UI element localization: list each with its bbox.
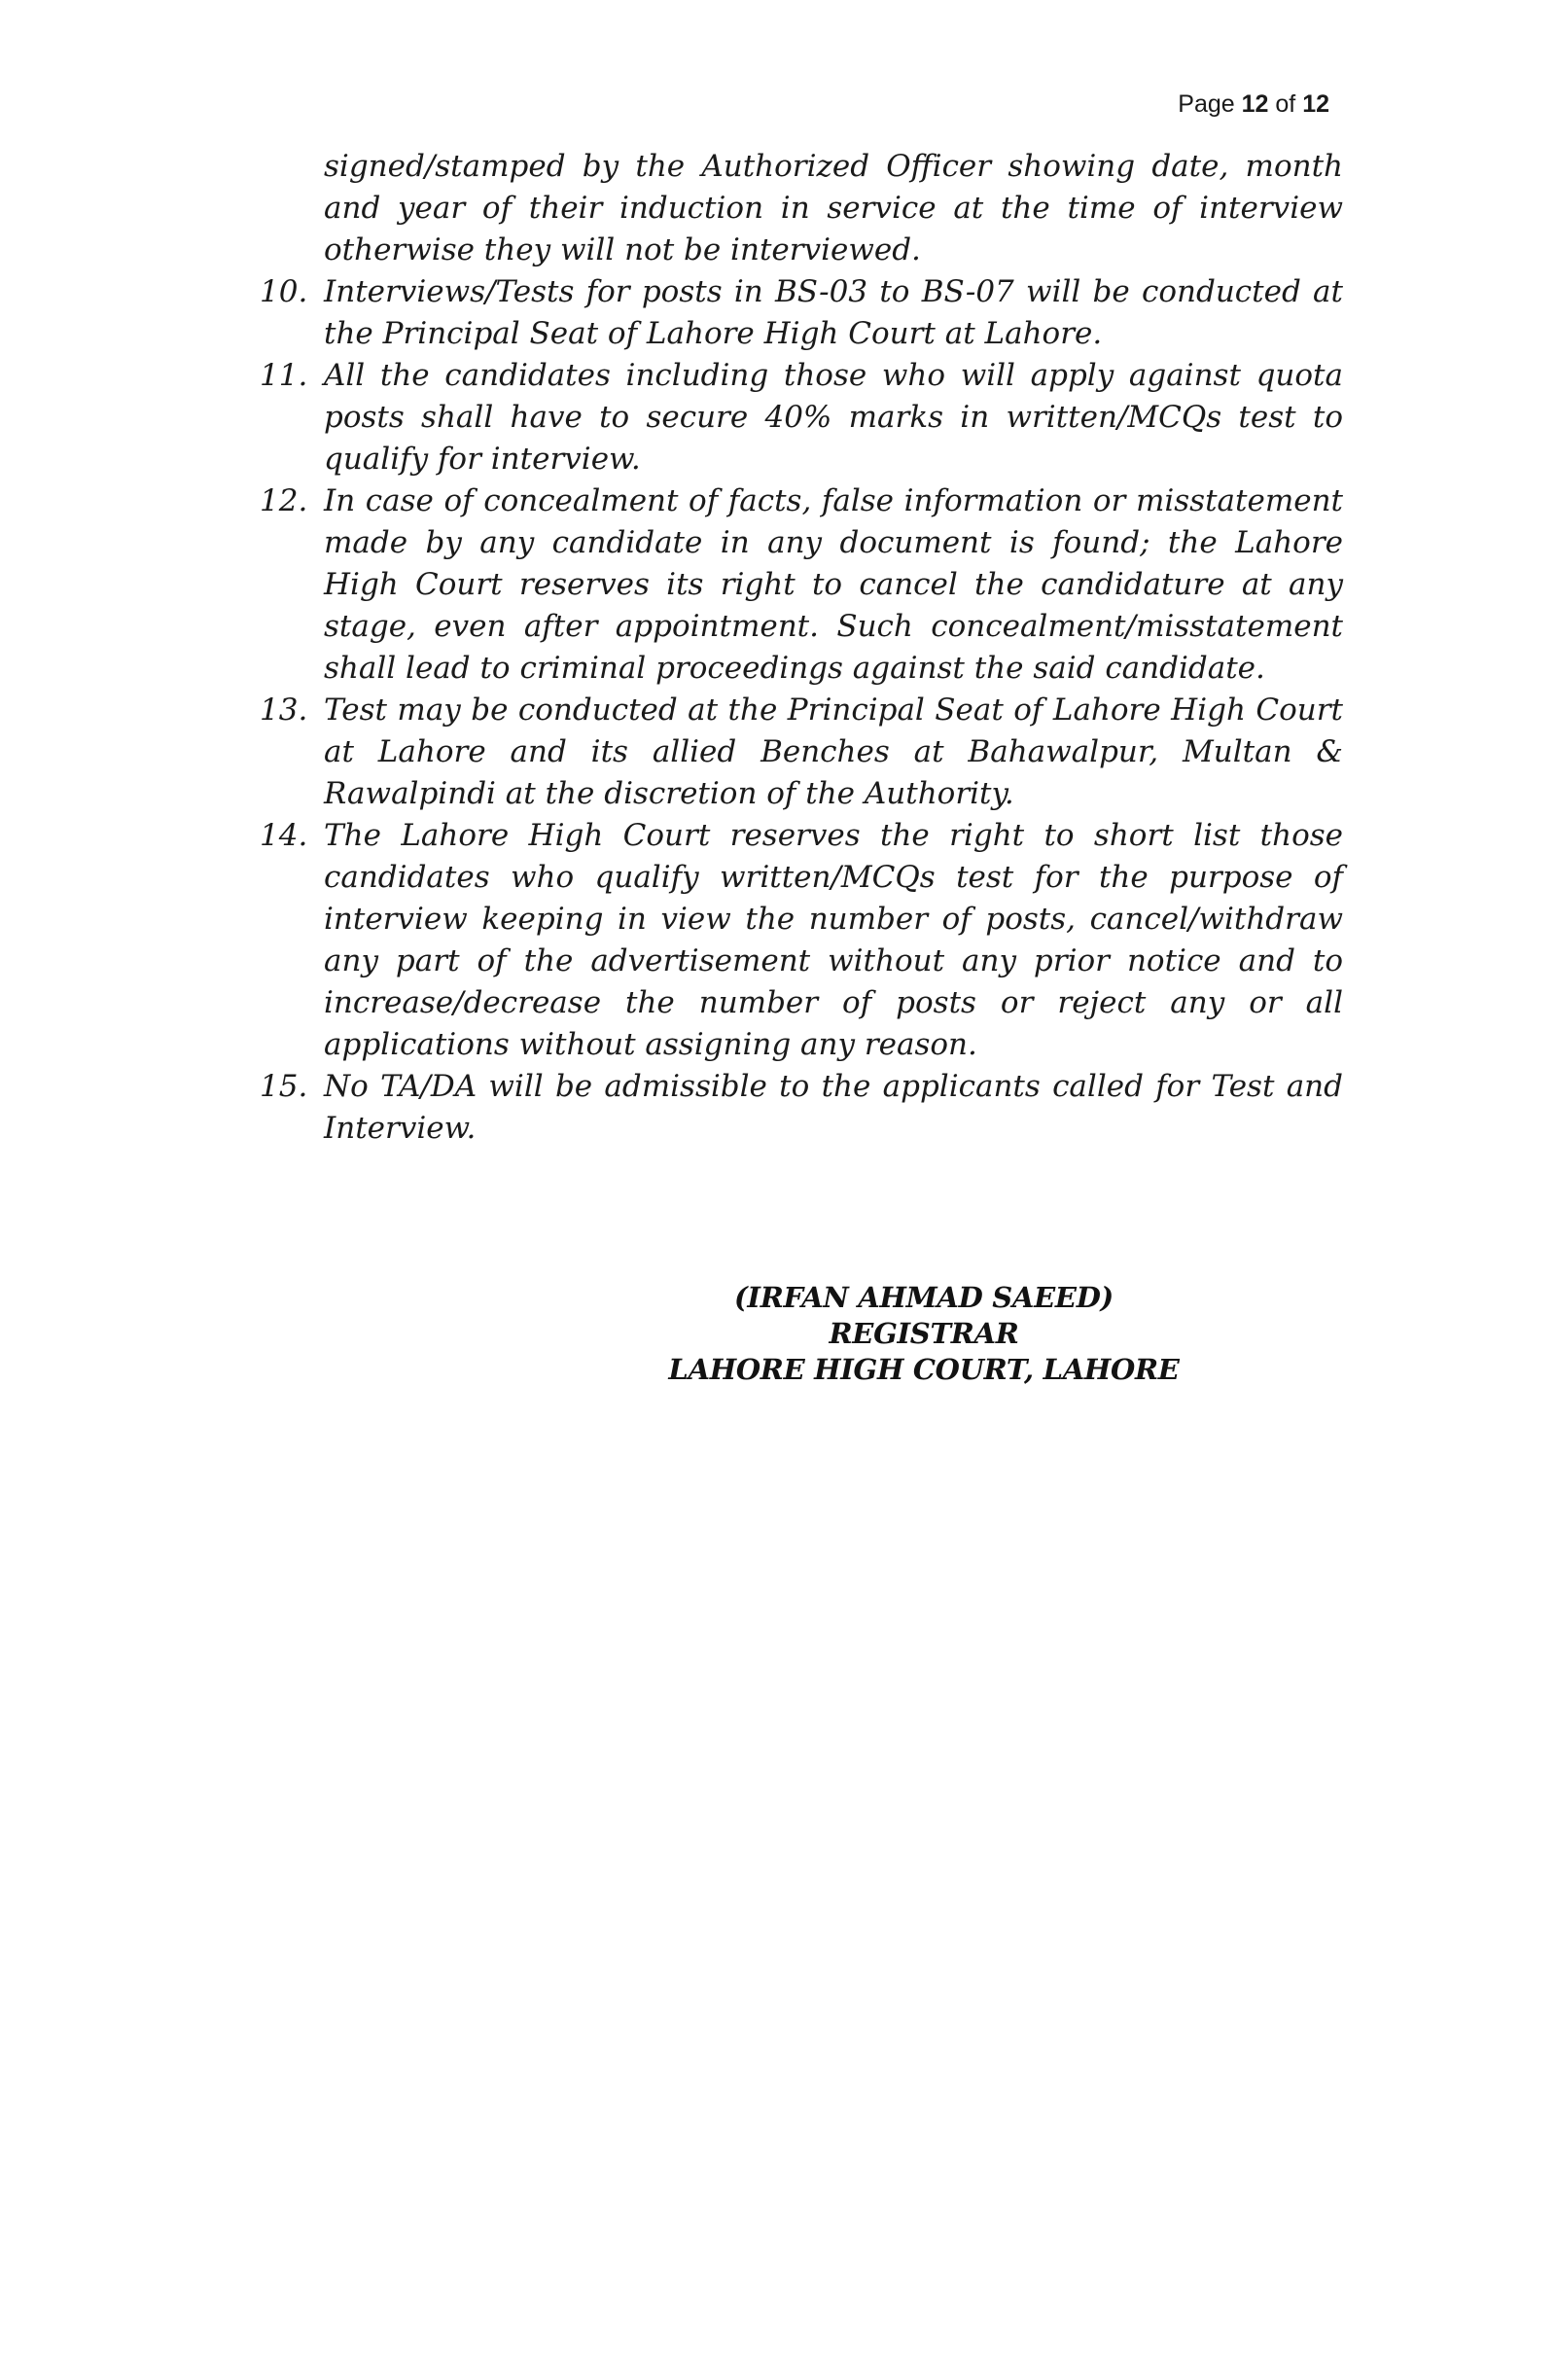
list-item-14 [260, 815, 1343, 1066]
list-item-15 [260, 1066, 1343, 1150]
body-text [260, 146, 1343, 1150]
list-item-12 [260, 480, 1343, 690]
list-number: 10. [260, 274, 308, 309]
current-page-number: 12 [1241, 90, 1269, 118]
list-number: 14. [260, 818, 308, 853]
list-item-text: The Lahore High Court reserves the right to short list those candidates who qualify written/MCQs test for the purpose of interview keeping in view the number of posts, cancel/withdraw any part of the advertisement without any prior notice and to increase/decrease the number of posts or reject any or all applications without assigning any reason. [324, 818, 1343, 1062]
page-word: Page [1178, 90, 1235, 118]
list-item-13 [260, 690, 1343, 815]
signatory-name: (IRFAN AHMAD SAEED) [734, 1281, 1114, 1314]
page-number-header [0, 89, 1329, 119]
signature-block [535, 1280, 1313, 1388]
list-item-text: All the candidates including those who will apply against quota posts shall have to secure 40% marks in written/MCQs test to qualify for interview. [324, 358, 1343, 477]
list-item-text: No TA/DA will be admissible to the applicants called for Test and Interview. [324, 1069, 1343, 1146]
list-item-text: signed/stamped by the Authorized Officer showing date, month and year of their induction in service at the time of interview otherwise they will not be interviewed. [324, 149, 1343, 267]
signatory-organization: LAHORE HIGH COURT, LAHORE [668, 1353, 1180, 1386]
list-item-10 [260, 271, 1343, 355]
list-item-text: Interviews/Tests for posts in BS-03 to BS-07 will be conducted at the Principal Seat of Lahore High Court at Lahore. [324, 274, 1343, 351]
signatory-title: REGISTRAR [829, 1317, 1019, 1350]
total-page-number: 12 [1302, 90, 1329, 118]
list-item-text: In case of concealment of facts, false information or misstatement made by any candidate in any document is found; the Lahore High Court reserves its right to cancel the candidature at any stage, even after appointment. Such concealment/misstatement shall lead to criminal proceedings against the said candidate. [324, 483, 1343, 686]
list-number: 11. [260, 358, 308, 393]
list-item-continuation [260, 146, 1343, 271]
list-item-11 [260, 355, 1343, 480]
list-number: 13. [260, 693, 308, 728]
list-number: 12. [260, 483, 308, 518]
list-item-text: Test may be conducted at the Principal Seat of Lahore High Court at Lahore and its allied Benches at Bahawalpur, Multan & Rawalpindi at the discretion of the Authority. [324, 693, 1343, 811]
list-number: 15. [260, 1069, 308, 1104]
of-word: of [1275, 90, 1296, 118]
